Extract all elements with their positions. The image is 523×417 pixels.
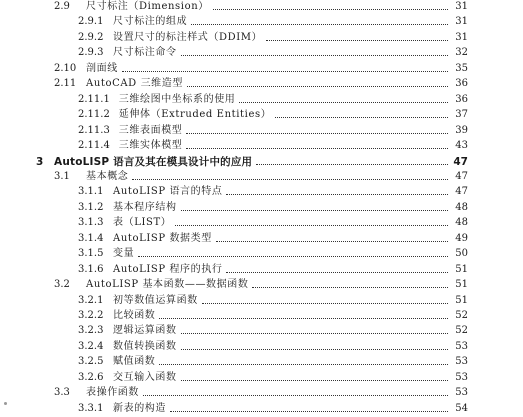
toc-dot-leader [132, 179, 448, 180]
toc-entry-page: 52 [455, 310, 468, 321]
toc-entry-title: 初等数值运算函数 [113, 294, 198, 306]
toc-entry-title: 设置尺寸的标注样式（DDIM） [113, 31, 263, 43]
toc-dot-leader [138, 256, 448, 257]
toc-entry-number: 3.2.5 [78, 356, 104, 368]
toc-dot-leader [187, 86, 448, 87]
toc-entry-page: 48 [455, 201, 468, 213]
toc-entry-number: 3.1 [54, 170, 70, 182]
toc-entry [78, 29, 468, 44]
toc-entry-page: 43 [455, 140, 468, 152]
toc-entry-title: 新表的构造 [113, 402, 166, 414]
toc-entry-title: 三维绘图中坐标系的使用 [118, 93, 236, 105]
toc-entry-page: 48 [455, 217, 468, 229]
toc-entry-number: 2.11 [54, 78, 77, 90]
toc-entry-page: 36 [455, 93, 468, 105]
toc-entry-number: 3.2.1 [78, 294, 104, 306]
toc-dot-leader [159, 364, 448, 365]
toc-entry-number: 3.2.2 [78, 310, 104, 321]
toc-entry [54, 168, 468, 183]
toc-entry-page: 32 [455, 47, 468, 59]
toc-entry-title: 赋值函数 [113, 356, 156, 368]
toc-entry [78, 199, 468, 214]
toc-entry [78, 322, 468, 337]
toc-dot-leader [181, 349, 448, 350]
toc-entry-page: 47 [455, 170, 468, 182]
toc-entry-title: 表（LIST） [113, 217, 172, 229]
toc-entry-number: 3.1.5 [78, 248, 104, 260]
toc-dot-leader [170, 411, 448, 412]
toc-entry-page: 35 [455, 62, 468, 74]
toc-entry [54, 276, 468, 291]
toc-entry [54, 60, 468, 75]
toc-entry-page: 31 [455, 31, 468, 43]
toc-entry-page: 54 [455, 402, 468, 414]
toc-dot-leader [181, 380, 448, 381]
toc-dot-leader [266, 40, 448, 41]
toc-entry-title: 逻辑运算函数 [113, 325, 177, 337]
toc-entry-title: 变量 [113, 248, 135, 260]
toc-entry [78, 122, 468, 137]
toc-dot-leader [213, 9, 448, 10]
toc-dot-leader [216, 241, 448, 242]
toc-entry-number: 3.3 [54, 387, 70, 399]
toc-entry-title: AutoLISP 基本函数——数据函数 [86, 279, 249, 291]
toc-entry [78, 214, 468, 229]
toc-entry-number: 3.1.2 [78, 201, 104, 213]
margin-speck [4, 402, 7, 405]
toc-entry-number: 2.9.3 [78, 47, 104, 59]
toc-entry-title: 数值转换函数 [113, 340, 177, 352]
toc-entry-number: 2.9.2 [78, 31, 104, 43]
toc-entry-number: 3.1.6 [78, 263, 104, 275]
toc-entry-page: 36 [455, 78, 468, 90]
toc-entry-page: 53 [455, 387, 468, 399]
toc-entry-number: 2.11.3 [78, 124, 110, 136]
toc-entry-title: 基本概念 [86, 170, 129, 182]
toc-entry-title: 尺寸标注（Dimension） [86, 1, 209, 12]
toc-entry-number: 3.3.1 [78, 402, 104, 414]
toc-entry [78, 307, 468, 322]
toc-entry-page: 47 [455, 186, 468, 198]
toc-entry [78, 183, 468, 198]
toc-dot-leader [226, 272, 448, 273]
toc-dot-leader [239, 102, 448, 103]
toc-entry-page: 31 [455, 1, 468, 12]
toc-dot-leader [186, 148, 448, 149]
toc-entry-number: 3.2.4 [78, 340, 104, 352]
toc-dot-leader [143, 395, 448, 396]
toc-entry-title: 延伸体（Extruded Entities） [118, 109, 272, 121]
toc-entry [78, 369, 468, 384]
toc-entry-page: 51 [455, 294, 468, 306]
toc-entry-page: 37 [455, 109, 468, 121]
toc-entry-title: AutoLISP 语言的特点 [113, 186, 223, 198]
toc-entry [78, 13, 468, 28]
toc-entry-title: AutoLISP 数据类型 [113, 232, 212, 244]
toc-entry [78, 91, 468, 106]
toc-entry-title: 剖面线 [86, 62, 118, 74]
toc-entry-title: 三维实体模型 [118, 140, 183, 152]
toc-dot-leader [186, 133, 448, 134]
toc-entry-number: 3.2.3 [78, 325, 104, 337]
toc-dot-leader [256, 164, 448, 165]
toc-entry-title: AutoCAD 三维造型 [86, 78, 183, 90]
toc-entry-page: 31 [455, 16, 468, 28]
toc-dot-leader [181, 210, 448, 211]
toc-entry-title: 表操作函数 [86, 387, 139, 399]
toc-entry [78, 292, 468, 307]
toc-dot-leader [122, 71, 448, 72]
toc-entry [78, 338, 468, 353]
toc-entry-number: 3.1.1 [78, 186, 104, 198]
toc-entry-title: 交互输入函数 [113, 371, 177, 383]
toc-entry-title: 尺寸标注的组成 [113, 16, 188, 28]
toc-chapter-entry [36, 153, 468, 168]
toc-entry-number: 3.2 [54, 279, 70, 291]
toc-entry-page: 51 [455, 263, 468, 275]
toc-entry-title: 尺寸标注命令 [113, 47, 177, 59]
toc-entry-page: 53 [455, 356, 468, 368]
toc-entry [78, 261, 468, 276]
toc-dot-leader [226, 194, 448, 195]
toc-entry-number: 2.11.4 [78, 140, 110, 152]
toc-dot-leader [252, 287, 448, 288]
toc-dot-leader [181, 333, 448, 334]
toc-entry [78, 400, 468, 415]
toc-entry-title: 三维表面模型 [118, 124, 183, 136]
toc-entry-number: 2.10 [54, 62, 77, 74]
toc-entry-title: 基本程序结构 [113, 201, 177, 213]
toc-dot-leader [175, 225, 448, 226]
toc-entry [78, 230, 468, 245]
toc-entry-page: 50 [455, 248, 468, 260]
toc-entry [78, 353, 468, 368]
toc-entry-title: AutoLISP 程序的执行 [113, 263, 223, 275]
toc-entry-number: 2.11.1 [78, 93, 110, 105]
toc-dot-leader [191, 24, 448, 25]
toc-entry-page: 53 [455, 340, 468, 352]
toc-entry [78, 106, 468, 121]
toc-entry-page: 51 [455, 279, 468, 291]
toc-entry-page: 49 [455, 232, 468, 244]
toc-entry-page: 53 [455, 371, 468, 383]
toc-entry [78, 245, 468, 260]
toc-entry [78, 44, 468, 59]
toc-entry-number: 3 [36, 155, 44, 168]
toc-dot-leader [181, 55, 448, 56]
toc-entry [54, 384, 468, 399]
toc-entry-number: 3.2.6 [78, 371, 104, 383]
toc-entry [78, 137, 468, 152]
toc-entry-number: 3.1.4 [78, 232, 104, 244]
toc-entry-number: 2.9 [54, 1, 70, 12]
toc-entry-page: 47 [453, 155, 468, 168]
toc-dot-leader [159, 318, 448, 319]
toc-entry-number: 2.9.1 [78, 16, 104, 28]
toc-dot-leader [275, 117, 448, 118]
toc-entry-page: 39 [455, 124, 468, 136]
toc-entry-page: 52 [455, 325, 468, 337]
toc-entry [54, 75, 468, 90]
toc-entry [54, 0, 468, 13]
toc-entry-title: AutoLISP 语言及其在模具设计中的应用 [54, 155, 253, 168]
toc-entry-number: 2.11.2 [78, 109, 110, 121]
toc-entry-title: 比较函数 [113, 310, 156, 321]
toc-entry-number: 3.1.3 [78, 217, 104, 229]
toc-dot-leader [202, 303, 448, 304]
